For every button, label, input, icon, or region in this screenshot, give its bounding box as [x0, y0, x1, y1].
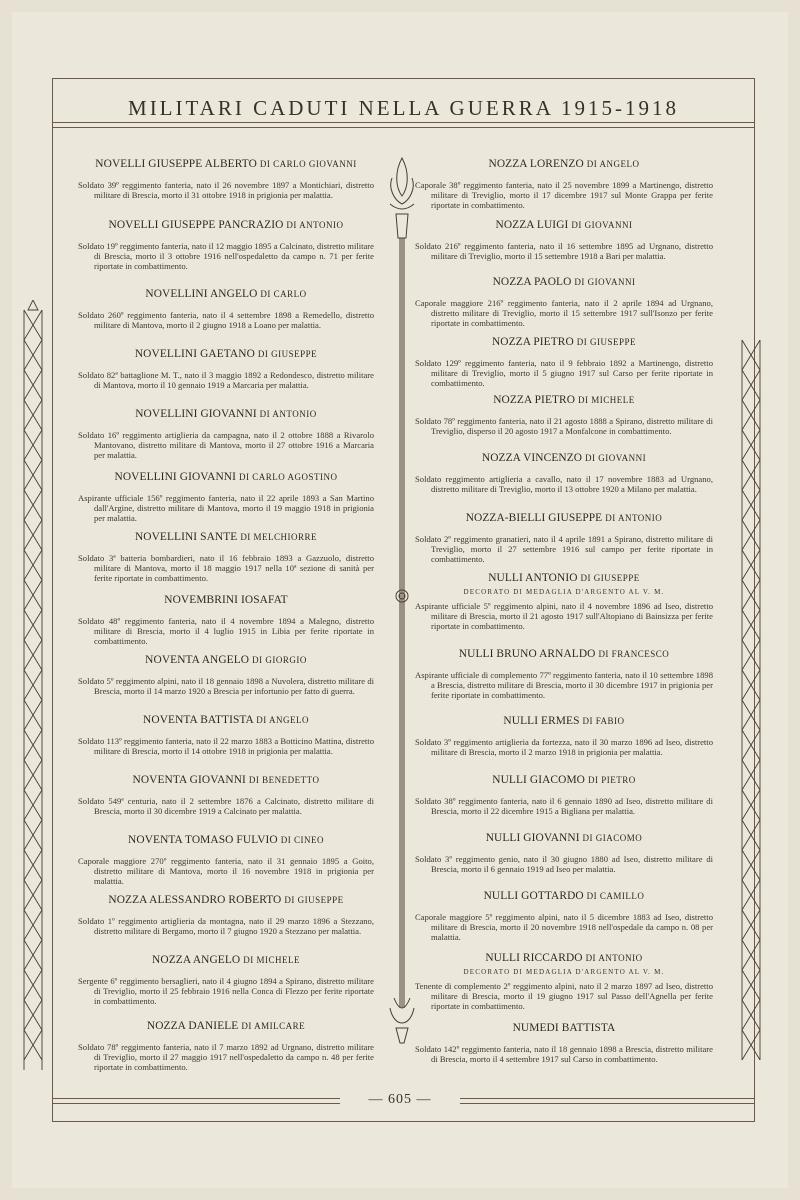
entry-description: Soldato 3ª batteria bombardieri, nato il 16 febbraio 1893 a Gazzuolo, distretto militare di Mantova, morto il 18 maggio 1917 nella 10ª sezione di sanità per ferite riportate in combattimento.: [78, 553, 374, 583]
entry-name: NULLI ANTONIO DI GIUSEPPE: [488, 572, 640, 584]
entry-name: NOVELLINI GAETANO DI GIUSEPPE: [134, 348, 318, 360]
entry-description: Soldato 216º reggimento fanteria, nato il 16 settembre 1895 ad Urgnano, distretto militare di Treviglio, morto il 15 settembre 1918 a Bari per malattia.: [415, 241, 713, 261]
list-item: [415, 952, 713, 1011]
list-item: [415, 276, 713, 328]
list-item: [78, 531, 374, 583]
list-item: [415, 219, 713, 262]
entry-description: Aspirante ufficiale 5º reggimento alpini, nato il 4 novembre 1896 ad Iseo, distretto militare di Brescia, morto il 21 agosto 1917 sull'Altopiano di Bainsizza per ferite riportate in combattimento.: [415, 601, 713, 631]
list-item: [415, 1022, 713, 1065]
list-item: [415, 572, 713, 631]
list-item: [78, 471, 374, 523]
medal-note: DECORATO DI MEDAGLIA D'ARGENTO AL V. M.: [463, 588, 665, 596]
entry-description: Soldato 1º reggimento artiglieria da montagna, nato il 29 marzo 1896 a Stezzano, distretto militare di Bergamo, morto il 7 giugno 1920 a Stezzano per malattia.: [78, 916, 374, 936]
entry-description: Sergente 6º reggimento bersaglieri, nato il 4 giugno 1894 a Spirano, distretto militare di Treviglio, morto il 25 febbraio 1916 nella Conca di Flezzo per ferite riportate in combattimento.: [78, 976, 374, 1006]
list-item: [78, 1020, 374, 1072]
entry-name: NOVELLINI GIOVANNI DI ANTONIO: [135, 408, 317, 420]
entry-name: NOZZA DANIELE DI AMILCARE: [146, 1020, 306, 1032]
entry-description: Soldato 113º reggimento fanteria, nato il 22 marzo 1883 a Botticino Mattina, distretto militare di Brescia, morto il 14 ottobre 1918 in prigionia per malattia.: [78, 736, 374, 756]
entry-description: Soldato 38º reggimento fanteria, nato il 6 gennaio 1890 ad Iseo, distretto militare di Brescia, morto il 22 dicembre 1915 a Bigliana per malattia.: [415, 796, 713, 816]
page-title: MILITARI CADUTI NELLA GUERRA 1915-1918: [128, 96, 679, 120]
entry-description: Soldato 78º reggimento fanteria, nato il 21 agosto 1888 a Spirano, distretto militare di Treviglio, disperso il 20 agosto 1917 a Monfalcone in combattimento.: [415, 416, 713, 436]
list-item: [78, 954, 374, 1006]
entry-description: Soldato 2º reggimento granatieri, nato il 4 aprile 1891 a Spirano, distretto militare di Treviglio, morto il 27 settembre 1916 sul campo per ferite riportate in combattimento.: [415, 534, 713, 564]
entry-name: NULLI ERMES DI FABIO: [503, 715, 625, 727]
list-item: [78, 288, 374, 331]
entry-name: NOZZA LORENZO DI ANGELO: [488, 158, 640, 170]
entry-name: NUMEDI BATTISTA: [512, 1022, 616, 1034]
entry-description: Soldato 3º reggimento genio, nato il 30 giugno 1880 ad Iseo, distretto militare di Brescia, morto il 6 gennaio 1919 ad Iseo per malattia.: [415, 854, 713, 874]
entry-description: Soldato 78º reggimento fanteria, nato il 7 marzo 1892 ad Urgnano, distretto militare di Treviglio, morto il 27 maggio 1917 nell'ospedaletto da campo n. 48 per ferite riportate in combattimento.: [78, 1042, 374, 1072]
entry-name: NOVENTA TOMASO FULVIO DI CINEO: [128, 834, 324, 846]
entry-description: Soldato 3º reggimento artiglieria da fortezza, nato il 30 marzo 1896 ad Iseo, distretto militare di Brescia, morto il 2 marzo 1918 in prigionia per malattia.: [415, 737, 713, 757]
right-lattice-ornament-icon: [730, 330, 772, 1070]
entry-description: Caporale 38º reggimento fanteria, nato il 25 novembre 1899 a Martinengo, distretto militare di Treviglio, morto il 17 dicembre 1917 sul Monte Grappa per ferite riportate in combattimento.: [415, 180, 713, 210]
medal-note: DECORATO DI MEDAGLIA D'ARGENTO AL V. M.: [463, 968, 665, 976]
entry-description: Soldato 39º reggimento fanteria, nato il 26 novembre 1897 a Montichiari, distretto militare di Brescia, morto il 31 ottobre 1918 in prigionia per malattia.: [78, 180, 374, 200]
list-item: [78, 348, 374, 391]
list-item: [415, 890, 713, 942]
left-column: [78, 146, 374, 1096]
entry-name: NULLI GOTTARDO DI CAMILLO: [483, 890, 645, 902]
entry-name: NOZZA PAOLO DI GIOVANNI: [492, 276, 636, 288]
entry-name: NULLI GIOVANNI DI GIACOMO: [485, 832, 643, 844]
entry-name: NOVELLI GIUSEPPE PANCRAZIO DI ANTONIO: [108, 219, 344, 231]
list-item: [78, 714, 374, 757]
entry-description: Caporale maggiore 5º reggimento alpini, nato il 5 dicembre 1883 ad Iseo, distretto militare di Brescia, morto il 20 novembre 1918 nell'ospedale da campo n. 08 per malattia.: [415, 912, 713, 942]
list-item: [78, 158, 374, 201]
list-item: [415, 832, 713, 875]
entry-name: NOVENTA GIOVANNI DI BENEDETTO: [132, 774, 320, 786]
list-item: [415, 336, 713, 388]
entry-name: NULLI BRUNO ARNALDO DI FRANCESCO: [458, 648, 670, 660]
entry-name: NOVELLINI SANTE DI MELCHIORRE: [134, 531, 318, 543]
entry-name: NOVENTA BATTISTA DI ANGELO: [143, 714, 309, 726]
entry-description: Soldato 82ª battaglione M. T., nato il 3 maggio 1892 a Redondesco, distretto militare di Mantova, morto il 10 gennaio 1919 a Marcaria per malattia.: [78, 370, 374, 390]
entry-description: Soldato 48º reggimento fanteria, nato il 4 novembre 1894 a Malegno, distretto militare di Brescia, morto il 4 luglio 1915 in Libia per ferite riportate in combattimento.: [78, 616, 374, 646]
entry-name: NOZZA VINCENZO DI GIOVANNI: [481, 452, 647, 464]
entry-name: NOZZA-BIELLI GIUSEPPE DI ANTONIO: [465, 512, 663, 524]
list-item: [78, 594, 374, 646]
list-item: [415, 452, 713, 495]
list-item: [78, 219, 374, 271]
list-item: [415, 512, 713, 564]
entry-name: NOZZA PIETRO DI GIUSEPPE: [491, 336, 637, 348]
entry-description: Aspirante ufficiale di complemento 77º reggimento fanteria, nato il 10 settembre 1898 a Brescia, distretto militare di Brescia, morto il 30 dicembre 1917 in prigionia per ferite riportate in combattimento.: [415, 670, 713, 700]
entry-name: NOVELLI GIUSEPPE ALBERTO DI CARLO GIOVANNI: [95, 158, 357, 170]
header-rule-inner: [52, 127, 755, 128]
list-item: [415, 774, 713, 817]
left-lattice-ornament-icon: [12, 300, 54, 1080]
page-number: — 605 —: [340, 1092, 460, 1108]
entry-description: Caporale maggiore 270º reggimento fanteria, nato il 31 gennaio 1895 a Goito, distretto militare di Mantova, morto il 16 novembre 1918 in prigionia per malattia.: [78, 856, 374, 886]
entry-name: NULLI GIACOMO DI PIETRO: [492, 774, 636, 786]
entry-description: Tenente di complemento 2º reggimento alpini, nato il 2 marzo 1897 ad Iseo, distretto militare di Brescia, morto il 19 giugno 1917 sul Passo dell'Agnella per ferite riportate in combattimento.: [415, 981, 713, 1011]
entry-name: NOVELLINI GIOVANNI DI CARLO AGOSTINO: [114, 471, 338, 483]
entry-description: Soldato reggimento artiglieria a cavallo, nato il 17 novembre 1883 ad Urgnano, distretto militare di Treviglio, morto il 13 ottobre 1920 a Milano per malattia.: [415, 474, 713, 494]
list-item: [415, 715, 713, 758]
entry-description: Caporale maggiore 216º reggimento fanteria, nato il 2 aprile 1894 ad Urgnano, distretto militare di Treviglio, morto il 15 settembre 1917 sull'Isonzo per ferite riportate in combattimento.: [415, 298, 713, 328]
entry-name: NOZZA PIETRO DI MICHELE: [493, 394, 635, 406]
entry-description: Soldato 142º reggimento fanteria, nato il 18 gennaio 1898 a Brescia, distretto militare di Brescia, morto il 4 settembre 1917 sul Carso in combattimento.: [415, 1044, 713, 1064]
entry-name: NOZZA LUIGI DI GIOVANNI: [495, 219, 633, 231]
list-item: [415, 394, 713, 437]
list-item: [78, 834, 374, 886]
list-item: [415, 648, 713, 700]
entry-name: NOVENTA ANGELO DI GIORGIO: [145, 654, 307, 666]
entry-description: Soldato 549ª centuria, nato il 2 settembre 1876 a Calcinato, distretto militare di Brescia, morto il 30 dicembre 1919 a Calcinato per malattia.: [78, 796, 374, 816]
right-column: [415, 146, 713, 1096]
list-item: [78, 774, 374, 817]
entry-description: Soldato 19º reggimento fanteria, nato il 12 maggio 1895 a Calcinato, distretto militare di Brescia, morto il 3 ottobre 1916 nell'ospedaletto da campo n. 71 per ferite riportate in combattimento.: [78, 241, 374, 271]
entry-name: NOVEMBRINI IOSAFAT: [164, 594, 288, 606]
entry-description: Aspirante ufficiale 156º reggimento fanteria, nato il 22 aprile 1893 a San Martino dall'Argine, distretto militare di Mantova, morto il 19 maggio 1918 in prigionia per malattia.: [78, 493, 374, 523]
entry-description: Soldato 260º reggimento fanteria, nato il 4 settembre 1898 a Remedello, distretto militare di Mantova, morto il 2 giugno 1918 a Loano per malattia.: [78, 310, 374, 330]
list-item: [415, 158, 713, 210]
entry-description: Soldato 16º reggimento artiglieria da campagna, nato il 2 ottobre 1888 a Rivarolo Mantovano, distretto militare di Mantova, morto il 27 ottobre 1916 a Marcaria per malattia.: [78, 430, 374, 460]
entry-description: Soldato 129º reggimento fanteria, nato il 9 febbraio 1892 a Martinengo, distretto militare di Treviglio, morto il 5 giugno 1917 sul Carso per ferite riportate in combattimento.: [415, 358, 713, 388]
entry-name: NULLI RICCARDO DI ANTONIO: [485, 952, 643, 964]
entry-name: NOZZA ANGELO DI MICHELE: [152, 954, 300, 966]
list-item: [78, 894, 374, 937]
list-item: [78, 408, 374, 460]
list-item: [78, 654, 374, 697]
entry-description: Soldato 5º reggimento alpini, nato il 18 gennaio 1898 a Nuvolera, distretto militare di Brescia, morto il 14 marzo 1920 a Brescia per infortunio per fatto di guerra.: [78, 676, 374, 696]
entry-name: NOZZA ALESSANDRO ROBERTO DI GIUSEPPE: [108, 894, 344, 906]
entry-name: NOVELLINI ANGELO DI CARLO: [145, 288, 307, 300]
header-rule: [52, 122, 755, 123]
